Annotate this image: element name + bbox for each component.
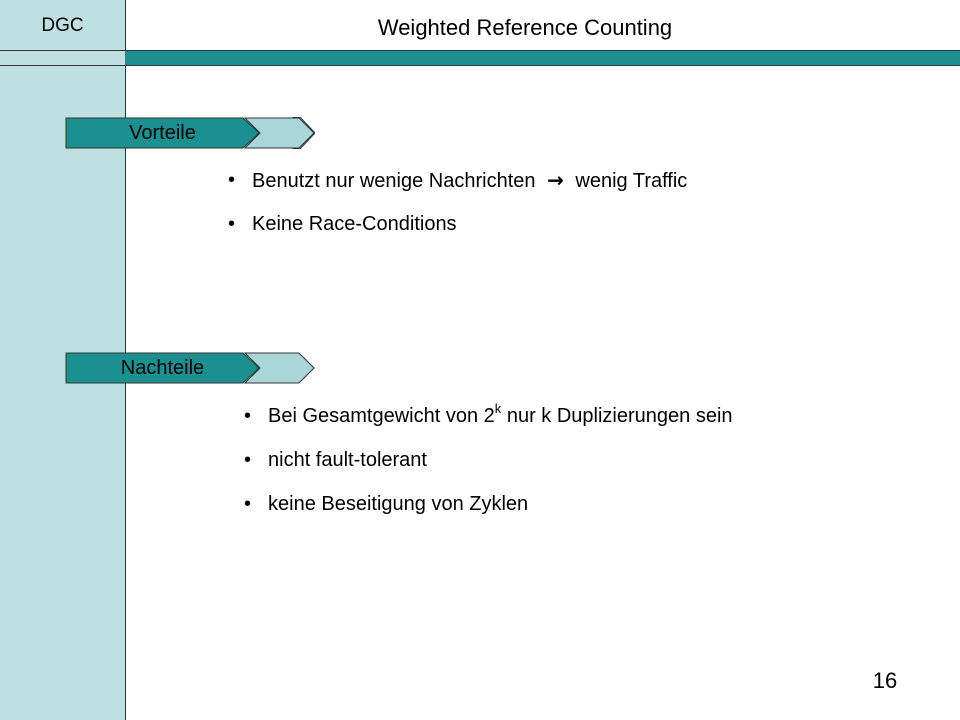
bullet-dot: • xyxy=(228,169,236,191)
list-item-text: Bei Gesamtgewicht von 2 xyxy=(268,405,495,427)
tag-nachteile-label: Nachteile xyxy=(120,357,205,379)
list-item-text: Keine Race-Conditions xyxy=(252,213,457,235)
header-bar xyxy=(0,50,960,66)
list-item xyxy=(244,401,733,448)
bullet-dot: • xyxy=(244,405,252,427)
superscript-k: k xyxy=(494,401,502,416)
list-item xyxy=(228,168,687,212)
disadvantages-list xyxy=(244,401,733,536)
list-item xyxy=(244,492,733,536)
list-item xyxy=(228,212,687,256)
list-item-text: keine Beseitigung von Zyklen xyxy=(268,493,529,515)
list-item xyxy=(244,448,733,492)
list-item-text: nur k Duplizierungen sein xyxy=(501,405,733,427)
advantages-list xyxy=(228,168,687,256)
tag-nachteile xyxy=(65,352,315,384)
list-item-text: Benutzt nur wenige Nachrichten xyxy=(252,170,536,192)
list-item-text: wenig Traffic xyxy=(575,170,688,192)
arrow-right-icon: → xyxy=(547,168,564,192)
slide-title: Weighted Reference Counting xyxy=(377,15,673,40)
bullet-dot: • xyxy=(244,449,252,471)
bullet-dot: • xyxy=(228,213,236,235)
page-number: 16 xyxy=(872,668,898,693)
tag-vorteile-label: Vorteile xyxy=(129,122,196,144)
list-item-text: nicht fault-tolerant xyxy=(268,449,427,471)
header-bar-left xyxy=(0,50,125,66)
logo-text: DGC xyxy=(0,0,125,52)
tag-vorteile xyxy=(65,117,315,149)
bullet-dot: • xyxy=(244,493,252,515)
